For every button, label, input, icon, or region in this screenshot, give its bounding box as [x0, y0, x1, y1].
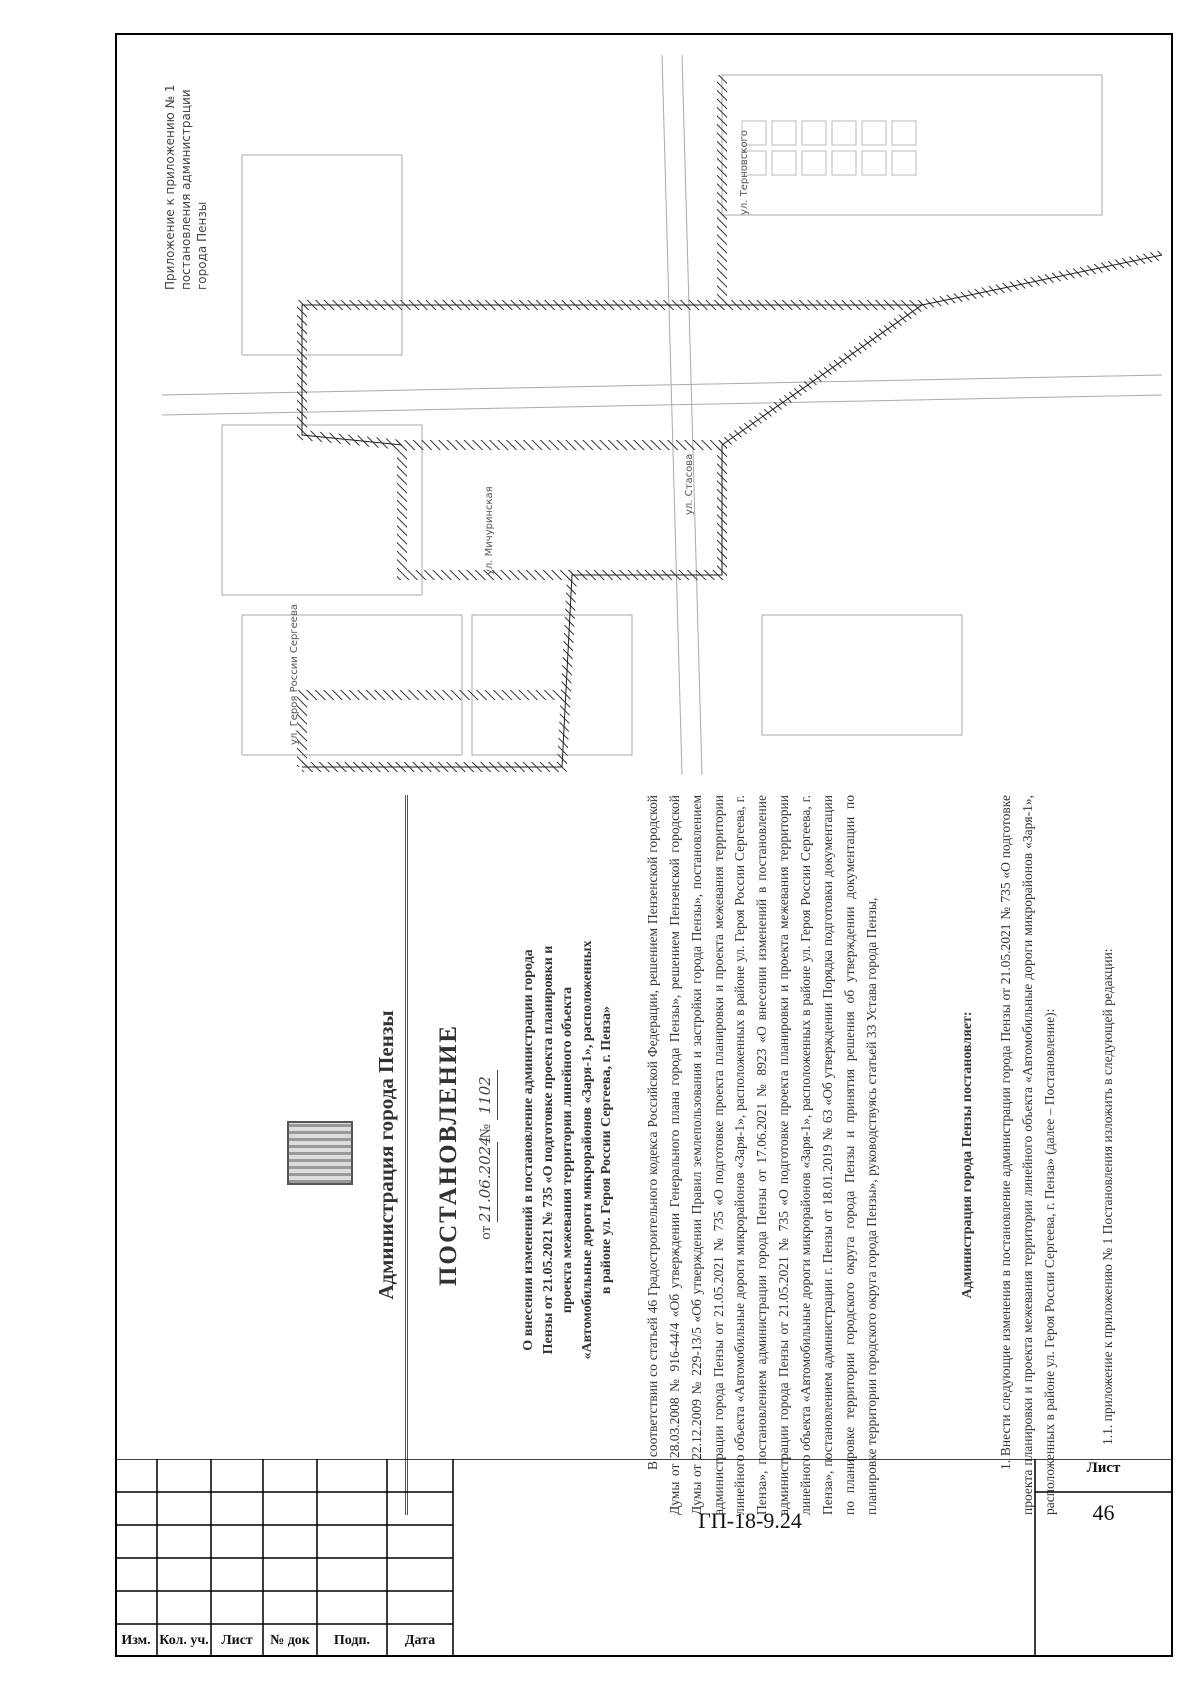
street-label-3: ул. Терновского: [739, 130, 750, 215]
street-label-4: ул. Стасова: [684, 453, 695, 515]
decree-subject: О внесении изменений в постановление администрации города Пензы от 21.05.2021 № 735 «О подготовке проекта планировки и проекта межевания территории линейного объекта «Автомобильные дороги микрорайонов «Заря-1», расположенных в районе ул. Героя России Сергеева, г. Пенза»: [521, 940, 615, 1360]
street-label-2: ул. Мичуринская: [484, 486, 495, 575]
header-date: Дата: [404, 1632, 436, 1648]
header-list: Лист: [221, 1632, 253, 1648]
header-izm: Изм.: [121, 1632, 151, 1648]
date-number-line: [473, 795, 498, 1515]
paragraph-item-1: 1. Внести следующие изменения в постановление администрации города Пензы от 21.05.2021 № 735 «О подготовке проекта планировки и проекта межевания территории линейного объекта «Автомобильные дороги микрорайонов «Заря-1», расположенных в районе ул. Героя России Сергеева, г. Пенза» (далее – Постановление):: [998, 795, 1057, 1515]
resolves-heading: Администрация города Пензы постановляет:: [960, 1011, 975, 1299]
number-value: 1102: [473, 1070, 498, 1120]
sheet-label: Лист: [1086, 1460, 1121, 1476]
paragraph-item-1-1: 1.1. приложение к приложению № 1 Постановления изложить в следующей редакции:: [1100, 948, 1115, 1445]
title-block: [115, 1459, 1173, 1657]
document-type: ПОСТАНОВЛЕНИЕ: [435, 1023, 462, 1287]
header-doc-number: № док: [270, 1632, 310, 1648]
header-kol-uch: Кол. уч.: [159, 1632, 209, 1648]
paragraph-basis: В соответствии со статьей 46 Градостроительного кодекса Российской Федерации, решением Пензенской городской Думы от 28.03.2008 № 916-44/4 «Об утверждении Генерального плана города Пензы», решением Пензенской городской Думы от 22.12.2009 № 229-13/5 «Об утверждении Правил землепользования и застройки города Пензы», постановлением администрации города Пензы от 21.05.2021 № 735 «О подготовке проекта планировки и проекта межевания территории линейного объекта «Автомобильные дороги микрорайонов «Заря-1», расположенных в районе ул. Героя России Сергеева, г. Пенза», постановлением администрации города Пензы от 17.06.2021 № 8923 «О внесении изменений в постановление администрации города Пензы от 21.05.2021 № 735 «О подготовке проекта планировки и проекта межевания территории линейного объекта «Автомобильные дороги микрорайонов «Заря-1», расположенных в районе ул. Героя России Сергеева, г. Пенза», постановлением администрации г. Пензы от 18.01.2019 № 63 «Об утверждении Порядка подготовки документации по планировке территории городского округа города Пензы и принятия решения об утверждении документации по планировке территории городского округа города Пензы», руководствуясь статьей 33 Устава города Пензы,: [645, 795, 879, 1515]
header-signature: Подп.: [333, 1632, 371, 1648]
site-map: [162, 55, 1162, 775]
decree-text: [137, 795, 1137, 1515]
header-rule: [405, 795, 408, 1515]
document-code: ГП-18-9.24: [698, 1508, 802, 1533]
scanned-page: [117, 35, 1171, 1575]
city-emblem-icon: [287, 1121, 353, 1185]
annex-caption: Приложение к приложению № 1 постановления администрации города Пензы: [163, 84, 210, 290]
sheet-number: 46: [1092, 1500, 1115, 1525]
rotated-content: [117, 35, 1171, 1575]
street-label-1: ул. Героя России Сергеева: [289, 604, 300, 745]
authority-name: Администрация города Пензы: [374, 1010, 398, 1300]
number-prefix: №: [478, 1124, 494, 1139]
date-prefix: от: [478, 1225, 494, 1240]
date-value: 21.06.2024: [473, 1142, 498, 1222]
map-drawing: [162, 55, 1162, 775]
